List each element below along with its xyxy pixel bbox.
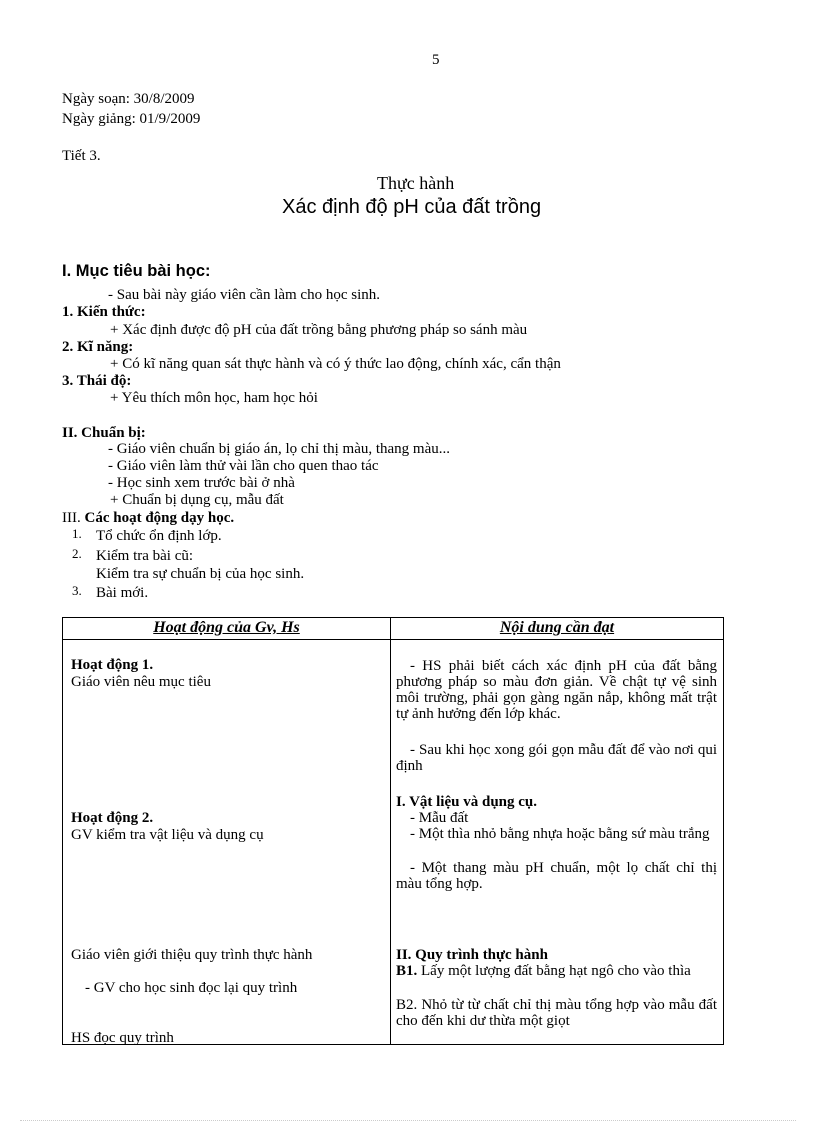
section1-heading: I. Mục tiêu bài học: — [62, 262, 211, 280]
kien-thuc-text: + Xác định được độ pH của đất trồng bằng phương pháp so sánh màu — [110, 322, 528, 338]
section2-heading: II. Chuẩn bị: — [62, 425, 146, 441]
list-item: Kiểm tra bài cũ: — [96, 548, 194, 564]
list-item: Kiểm tra sự chuẩn bị của học sinh. — [96, 566, 305, 582]
page-bottom-border — [20, 1120, 796, 1121]
hd3-text: Giáo viên giới thiệu quy trình thực hành — [71, 947, 313, 963]
section2-item: - Học sinh xem trước bài ở nhà — [108, 475, 295, 491]
vl-item: - Một thìa nhỏ bằng nhựa hoặc bằng sứ màu trắng — [410, 826, 710, 842]
section3-heading — [62, 510, 234, 527]
thai-do-label: 3. Thái độ: — [62, 373, 132, 389]
ngay-giang: Ngày giảng: 01/9/2009 — [62, 111, 201, 127]
section3-title: Các hoạt động dạy học. — [84, 510, 235, 526]
table-header-right: Nội dung cần đạt — [499, 619, 615, 636]
right-p2: - Sau khi học xong gói gọn mẫu đất để vào nơi qui định — [396, 742, 717, 774]
section2-item: - Giáo viên chuẩn bị giáo án, lọ chỉ thị màu, thang màu... — [108, 441, 450, 457]
header-divider — [63, 639, 723, 640]
kien-thuc-label: 1. Kiến thức: — [62, 304, 146, 320]
ki-nang-text: + Có kĩ năng quan sát thực hành và có ý thức lao động, chính xác, cẩn thận — [110, 356, 561, 372]
vl-item: - Mẫu đất — [410, 810, 469, 826]
tiet: Tiết 3. — [62, 148, 101, 164]
page-number: 5 — [432, 52, 440, 68]
vl-heading: I. Vật liệu và dụng cụ. — [396, 794, 538, 810]
section2-item: - Giáo viên làm thử vài lần cho quen thao tác — [108, 458, 379, 474]
vl-item: - Một thang màu pH chuẩn, một lọ chất chỉ thị màu tổng hợp. — [396, 860, 717, 892]
lesson-table — [62, 617, 724, 1045]
ki-nang-label: 2. Kĩ năng: — [62, 339, 134, 355]
title-line1: Thực hành — [377, 173, 455, 193]
section1-intro: - Sau bài này giáo viên cần làm cho học sinh. — [108, 287, 381, 303]
list-number: 3. — [72, 583, 82, 598]
thai-do-text: + Yêu thích môn học, ham học hỏi — [110, 390, 318, 406]
hd3-sub: - GV cho học sinh đọc lại quy trình — [85, 980, 298, 996]
hd2-text: GV kiểm tra vật liệu và dụng cụ — [71, 827, 264, 843]
list-item: Bài mới. — [96, 585, 149, 601]
list-item: Tổ chức ổn định lớp. — [96, 528, 222, 544]
hd2-title: Hoạt động 2. — [71, 810, 154, 826]
column-divider — [390, 618, 391, 1044]
right-p1: - HS phải biết cách xác định pH của đất bằng phương pháp so màu đơn giản. Về chật tự vệ sinh môi trường, phải gọn gàng ngăn nắp, không mất trật tự ảnh hưởng đến lớp khác. — [396, 658, 717, 722]
section2-item: + Chuẩn bị dụng cụ, mẫu đất — [110, 492, 284, 508]
b1-text: Lấy một lượng đất bằng hạt ngô cho vào thìa — [421, 963, 691, 979]
list-number: 2. — [72, 546, 82, 561]
b1-label: B1. — [396, 963, 418, 979]
section3-prefix: III. — [62, 510, 81, 526]
qt-heading: II. Quy trình thực hành — [396, 947, 548, 963]
title-line2: Xác định độ pH của đất trồng — [282, 196, 542, 218]
hd1-text: Giáo viên nêu mục tiêu — [71, 674, 211, 690]
b2-step: B2. Nhỏ từ từ chất chỉ thị màu tổng hợp vào mẫu đất cho đến khi dư thừa một giọt — [396, 997, 717, 1029]
ngay-soan: Ngày soạn: 30/8/2009 — [62, 91, 195, 107]
b1-step — [396, 963, 717, 979]
hd1-title: Hoạt động 1. — [71, 657, 154, 673]
list-number: 1. — [72, 526, 82, 541]
table-header-left: Hoạt động của Gv, Hs — [153, 619, 300, 636]
hd3-hs: HS đọc quy trình — [71, 1030, 174, 1046]
